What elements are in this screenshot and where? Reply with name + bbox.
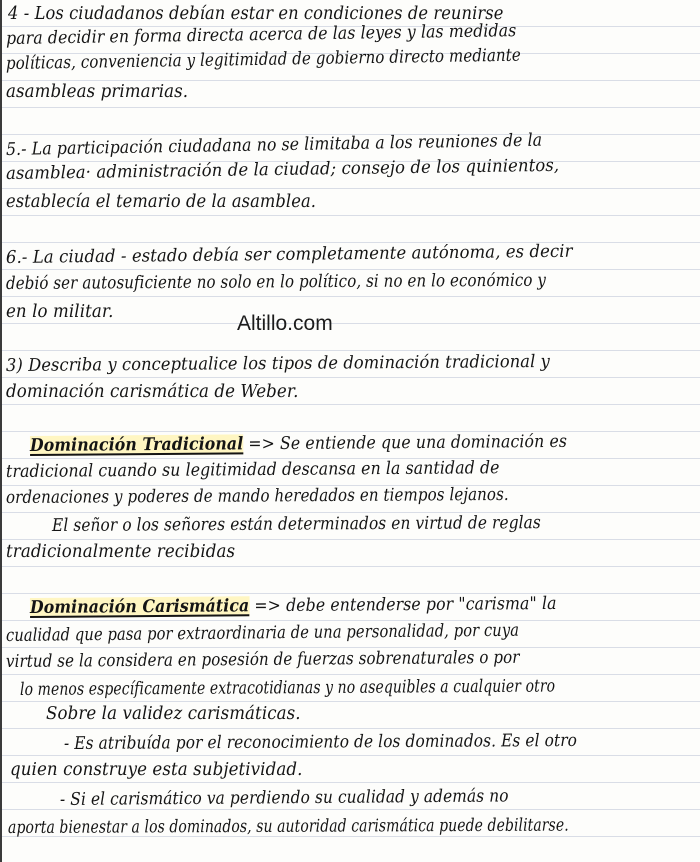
margin-line — [0, 0, 2, 862]
q3-line-1: 3) Describa y conceptualice los tipos de dominación tradicional y — [5, 351, 550, 376]
p4-line-3: políticas, conveniencia y legitimidad de gobierno directo mediante — [5, 45, 521, 74]
trad-line-4: El señor o los señores están determinados en virtud de reglas — [51, 513, 541, 536]
trad-term: Dominación Tradicional — [29, 434, 244, 456]
p5-line-1: 5.- La participación ciudadana no se limitaba a los reuniones de la — [5, 130, 543, 160]
trad-heading-rest: => Se entiende que una dominación es — [243, 431, 568, 455]
car-line-8: - Si el carismático va perdiendo su cualidad y además no — [59, 786, 509, 810]
car-line-5: Sobre la validez carismáticas. — [46, 704, 301, 724]
car-line-2: cualidad que pasa por extraordinaria de una personalidad, por cuya — [5, 620, 520, 646]
car-line-7: quien construye esta subjetividad. — [10, 760, 303, 780]
car-line-4: lo menos específicamente extracotidianas y no asequibles a cualquier otro — [19, 676, 556, 700]
p6-line-1: 6.- La ciudad - estado debía ser completamente autónoma, es decir — [5, 241, 573, 268]
car-heading-line — [30, 591, 630, 620]
p4-line-2: para decidir en forma directa acerca de las leyes y las medidas — [5, 21, 517, 49]
p6-line-2: debió ser autosuficiente no solo en lo político, si no en lo económico y — [5, 270, 547, 294]
car-heading-rest: => debe entenderse por "carisma" la — [249, 593, 557, 617]
trad-heading-line — [30, 429, 630, 458]
p5-line-2: asamblea· administración de la ciudad; consejo de los quinientos, — [5, 155, 560, 184]
trad-line-5: tradicionalmente recibidas — [6, 542, 236, 562]
watermark: Altillo.com — [237, 312, 333, 335]
p6-line-3: en lo militar. — [6, 302, 114, 322]
trad-line-2: tradicional cuando su legitimidad descansa en la santidad de — [5, 458, 500, 482]
p4-line-1: 4 - Los ciudadanos debían estar en condiciones de reunirse — [8, 4, 504, 24]
car-line-9: aporta bienestar a los dominados, su autoridad carismática puede debilitarse. — [7, 815, 569, 838]
p4-line-4: asambleas primarias. — [6, 82, 189, 102]
car-term: Dominación Carismática — [29, 596, 250, 618]
q3-line-2: dominación carismática de Weber. — [6, 382, 299, 402]
car-line-6: - Es atribuída por el reconocimiento de los dominados. Es el otro — [63, 730, 578, 754]
p5-line-3: establecía el temario de la asamblea. — [6, 192, 317, 212]
trad-line-3: ordenaciones y poderes de mando heredados en tiempos lejanos. — [5, 484, 509, 508]
car-line-3: virtud se la considera en posesión de fuerzas sobrenaturales o por — [5, 647, 520, 672]
